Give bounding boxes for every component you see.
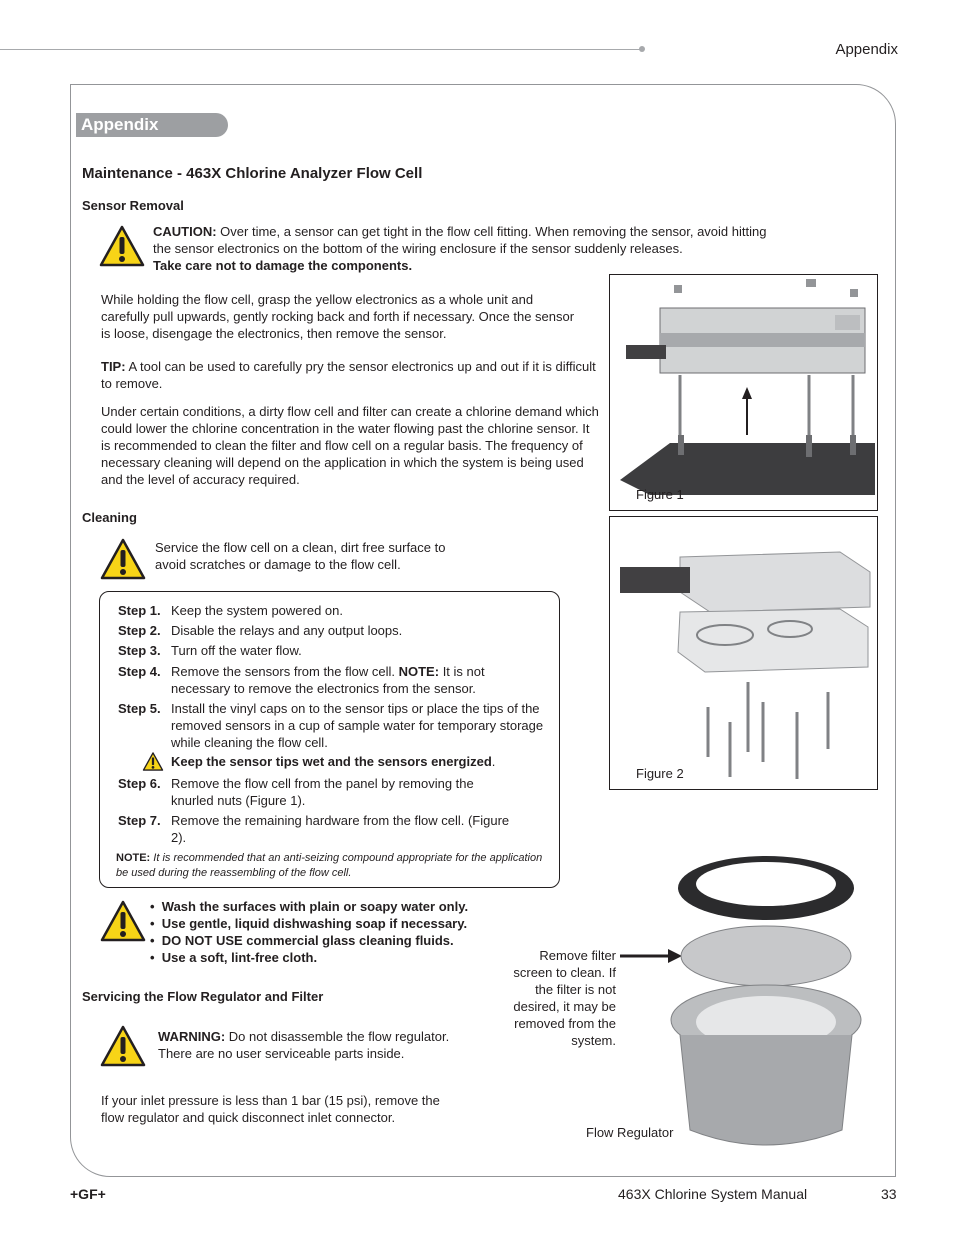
- step-label: Step 6.: [118, 776, 161, 791]
- step-4-note-label: NOTE:: [398, 664, 440, 679]
- regulator-warning-text: Do not disassemble the flow regulator. There are no user serviceable parts inside.: [158, 1029, 450, 1061]
- flow-cell-panel-image: [610, 275, 876, 509]
- regulator-paragraph: If your inlet pressure is less than 1 bar (15 psi), remove the flow regulator and quick disconnect inlet connector.: [101, 1093, 440, 1125]
- caution-paragraph: [153, 223, 783, 274]
- regulator-warning-label: WARNING:: [158, 1029, 226, 1044]
- step-label: Step 2.: [118, 623, 161, 638]
- inline-warning-icon: [142, 752, 164, 771]
- step-text: Remove the remaining hardware from the flow cell. (Figure 2).: [171, 813, 510, 845]
- step-4-main: Remove the sensors from the flow cell.: [171, 664, 395, 679]
- cleaning-demand-paragraph: Under certain conditions, a dirty flow cell and filter can create a chlorine demand which could lower the chlorine concentration in the water flowing past the chlorine sensor. It is recommended to clean the filter and flow cell on a regular basis. The frequency of necessary cleaning will depend on the application in which the system is being used and the level of accuracy required.: [101, 404, 599, 487]
- step-label: Step 5.: [118, 701, 161, 716]
- page-number: 33: [881, 1186, 897, 1202]
- filter-callout: Remove filter screen to clean. If the filter is not desired, it may be removed from the system.: [513, 948, 616, 1048]
- cleaning-bullets: [150, 898, 468, 966]
- cleaning-steps-box: [99, 591, 560, 888]
- caution-warning-icon: [99, 225, 145, 267]
- figure-1-caption: Figure 1: [636, 487, 684, 502]
- section-pill: Appendix: [76, 113, 228, 137]
- steps-note: [116, 851, 552, 881]
- figure-2-caption: Figure 2: [636, 766, 684, 781]
- cleaning-heading: Cleaning: [82, 510, 137, 525]
- flow-regulator-image: [620, 850, 870, 1160]
- step-text: Remove the flow cell from the panel by removing the knurled nuts (Figure 1).: [171, 776, 474, 808]
- bullet-item: • Wash the surfaces with plain or soapy water only.: [150, 899, 469, 914]
- caution-label: CAUTION:: [153, 224, 217, 239]
- page-title: Maintenance - 463X Chlorine Analyzer Flow Cell: [82, 165, 423, 182]
- step-text: Disable the relays and any output loops.: [171, 623, 403, 638]
- tip-paragraph: [101, 358, 596, 392]
- sensor-removal-paragraph: While holding the flow cell, grasp the yellow electronics as a whole unit and carefully pull upwards, gently rocking back and forth if necessary. Once the sensor is loose, disengage the electronics, then remove the sensor.: [101, 292, 575, 341]
- bullet-item: • Use a soft, lint-free cloth.: [150, 950, 318, 965]
- sensor-removal-heading: Sensor Removal: [82, 198, 184, 213]
- cleaning-warning-icon: [100, 538, 146, 580]
- step-text: Turn off the water flow.: [171, 643, 302, 658]
- tip-label: TIP:: [101, 359, 126, 374]
- cleaning-warning-text: Service the flow cell on a clean, dirt free surface to avoid scratches or damage to the flow cell.: [155, 540, 446, 572]
- bullet-text: Use gentle, liquid dishwashing soap if necessary.: [161, 916, 468, 931]
- step-label: Step 7.: [118, 813, 161, 828]
- steps-note-label: NOTE:: [116, 852, 151, 864]
- bullets-warning-icon: [100, 900, 146, 942]
- bullet-text: DO NOT USE commercial glass cleaning fluids.: [161, 933, 454, 948]
- header-rule: [0, 49, 640, 50]
- tip-text: A tool can be used to carefully pry the sensor electronics up and out if it is difficult to remove.: [101, 359, 596, 391]
- regulator-heading: Servicing the Flow Regulator and Filter: [82, 989, 324, 1004]
- bullet-item: • DO NOT USE commercial glass cleaning fluids.: [150, 933, 454, 948]
- inline-warning-end: .: [491, 754, 496, 769]
- figure-1: [609, 274, 878, 511]
- step-label: Step 3.: [118, 643, 161, 658]
- step-4-note-text: It is not necessary to remove the electronics from the sensor.: [171, 664, 485, 696]
- regulator-warning-icon: [100, 1025, 146, 1067]
- caution-bold: Take care not to damage the components.: [153, 258, 413, 273]
- flow-cell-exploded-image: [610, 517, 876, 788]
- step-label: Step 4.: [118, 664, 161, 679]
- running-header: Appendix: [835, 41, 898, 58]
- caution-text: Over time, a sensor can get tight in the flow cell fitting. When removing the sensor, avoid hitting the sensor electronics on the bottom of the wiring enclosure if the sensor suddenly releases.: [153, 224, 767, 256]
- gf-logo: +GF+: [70, 1186, 106, 1202]
- header-rule-dot: [639, 46, 645, 52]
- manual-title: 463X Chlorine System Manual: [618, 1186, 808, 1202]
- steps-note-text: It is recommended that an anti-seizing compound appropriate for the application be used during the reassembling of the flow cell.: [116, 852, 543, 879]
- inline-warning-text: Keep the sensor tips wet and the sensors energized: [171, 754, 492, 769]
- regulator-warning: [158, 1028, 478, 1062]
- figure-2: [609, 516, 878, 790]
- flow-regulator-caption: Flow Regulator: [586, 1125, 674, 1140]
- step-text: [171, 663, 511, 697]
- step-label: Step 1.: [118, 603, 161, 618]
- bullet-item: • Use gentle, liquid dishwashing soap if necessary.: [150, 916, 468, 931]
- step-text: Keep the system powered on.: [171, 603, 343, 618]
- step-text: Install the vinyl caps on to the sensor tips or place the tips of the removed sensors in a cup of sample water for temporary storage while cleaning the flow cell.: [171, 701, 544, 750]
- bullet-text: Wash the surfaces with plain or soapy water only.: [161, 899, 469, 914]
- inline-warning: [171, 754, 495, 769]
- bullet-text: Use a soft, lint-free cloth.: [161, 950, 318, 965]
